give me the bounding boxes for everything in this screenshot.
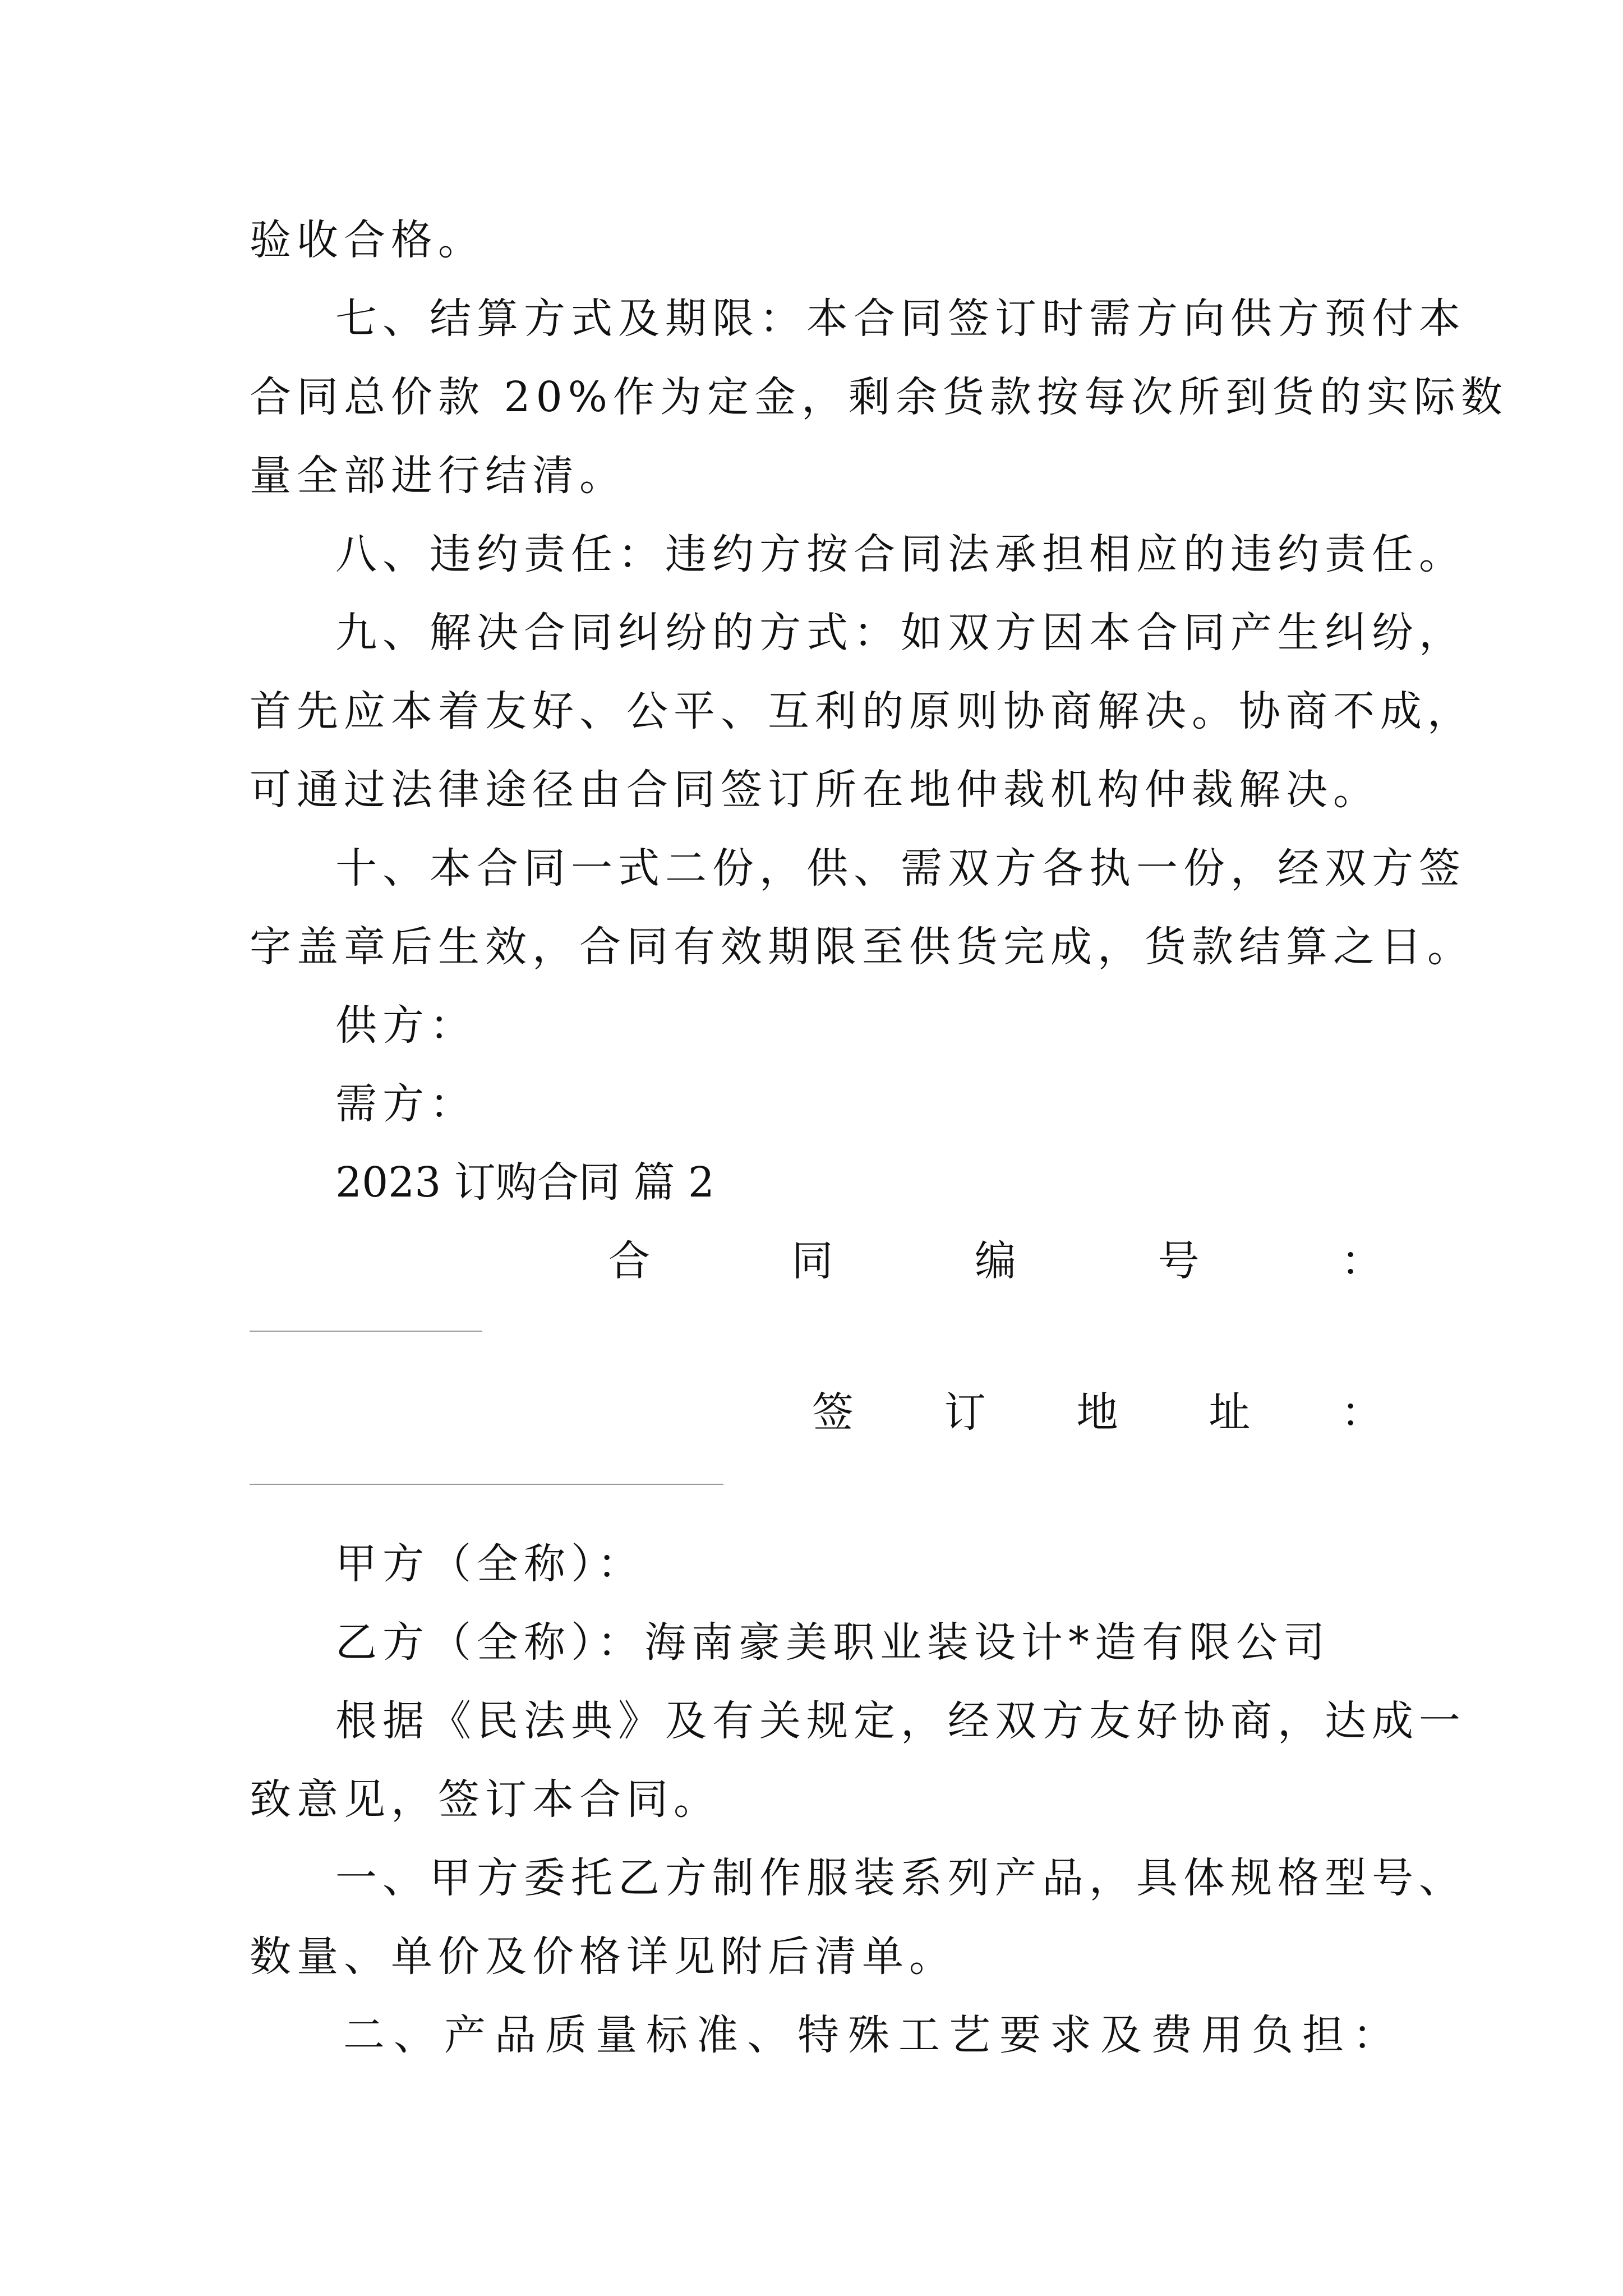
buyer-label: 需方： [335,1080,477,1128]
contract-number-char: 号 [1158,1237,1200,1285]
signing-place-blank [250,1484,723,1485]
signing-place-label [812,1384,1382,1441]
clause-7-line-1: 七、结算方式及期限：本合同签订时需方向供方预付本 [335,295,1466,343]
supplier-label: 供方： [335,1001,477,1050]
contract-number-char: 编 [975,1237,1016,1285]
contract-number-char: 同 [791,1237,833,1285]
contract-number-char: ： [1341,1237,1382,1285]
clause-7-line-2: 合同总价款 20%作为定金，剩余货款按每次所到货的实际数 [250,373,1508,421]
signing-place-char: 址 [1209,1388,1251,1437]
clause-8: 八、违约责任：违约方按合同法承担相应的违约责任。 [335,530,1466,578]
contract-number-label [608,1233,1382,1289]
item-2-line-1: 二、产品质量标准、特殊工艺要求及费用负担： [343,2011,1403,2059]
signing-place-char: 签 [812,1388,854,1437]
party-b-label: 乙方（全称）：海南豪美职业装设计*造有限公司 [335,1618,1330,1667]
signing-place-char: ： [1341,1388,1382,1437]
clause-10-line-2: 字盖章后生效，合同有效期限至供货完成，货款结算之日。 [250,923,1474,971]
intro-line-2: 致意见，签订本合同。 [250,1775,721,1824]
clause-9-line-3: 可通过法律途径由合同签订所在地仲裁机构仲裁解决。 [250,766,1380,814]
contract-number-char: 合 [608,1237,650,1285]
signing-place-char: 地 [1076,1388,1118,1437]
signing-place-char: 订 [944,1388,986,1437]
paragraph-acceptance: 验收合格。 [250,216,485,264]
item-1-line-2: 数量、单价及价格详见附后清单。 [250,1932,956,1981]
contract-number-blank [250,1331,482,1332]
section-title: 2023 订购合同 篇 2 [335,1158,714,1207]
clause-9-line-1: 九、解决合同纠纷的方式：如双方因本合同产生纠纷， [335,609,1466,657]
item-1-line-1: 一、甲方委托乙方制作服装系列产品，具体规格型号、 [335,1854,1466,1902]
clause-7-line-3: 量全部进行结清。 [250,452,626,500]
clause-10-line-1: 十、本合同一式二份，供、需双方各执一份，经双方签 [335,844,1466,892]
clause-9-line-2: 首先应本着友好、公平、互利的原则协商解决。协商不成， [250,687,1474,735]
intro-line-1: 根据《民法典》及有关规定，经双方友好协商，达成一 [335,1697,1466,1745]
party-a-label: 甲方（全称）： [335,1540,644,1588]
